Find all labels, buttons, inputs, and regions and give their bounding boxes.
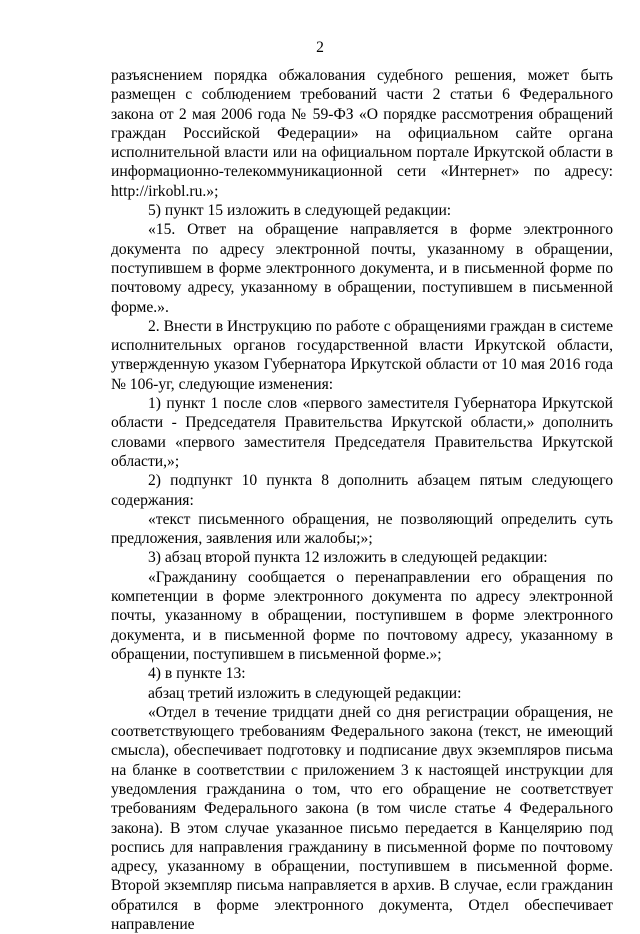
paragraph-item-1: 1) пункт 1 после слов «первого заместителя Губернатора Иркутской области - Председателя Правительства Иркутской области,» дополнить словами «первого заместителя Председателя Правительства Иркутской области,»; bbox=[111, 395, 613, 470]
paragraph-item-2: 2) подпункт 10 пункта 8 дополнить абзацем пятым следующего содержания: bbox=[111, 472, 613, 509]
paragraph-citizen-notice: «Гражданину сообщается о перенаправлении его обращения по компетенции в форме электронного документа по адресу электронной почты, указанному в обращении, поступившем в форме электронного документа, и в письменной форме по почтовому адресу, указанному в обращении, поступившем в письменной форме.»; bbox=[111, 568, 613, 663]
paragraph-item-5: 5) пункт 15 изложить в следующей редакции: bbox=[148, 202, 452, 220]
paragraph-clause-15: «15. Ответ на обращение направляется в форме электронного документа по адресу электронной почты, указанному в обращении, поступившем в форме электронного документа, и в письменной форме по почтовому адресу, указанному в обращении, поступившем в письменной форме.». bbox=[111, 221, 613, 316]
paragraph-item-3: 3) абзац второй пункта 12 изложить в следующей редакции: bbox=[148, 549, 548, 567]
page-number: 2 bbox=[316, 39, 324, 56]
document-body bbox=[111, 66, 613, 934]
paragraph-section-2: 2. Внести в Инструкцию по работе с обращениями граждан в системе исполнительных органов государственной власти Иркутской области, утвержденную указом Губернатора Иркутской области от 10 мая 2016 года № 106-уг, следующие изменения: bbox=[111, 317, 613, 393]
paragraph-department-procedure: «Отдел в течение тридцати дней со дня регистрации обращения, не соответствующего требованиям Федерального закона (текст, не имеющий смысла), обеспечивает подготовку и подписание двух экземпляров письма на бланке в соответствии с приложением 3 к настоящей инструкции для уведомления гражданина о том, что его обращение не соответствует требованиям Федерального закона (в том числе статье 4 Федерального закона). В этом случае указанное письмо передается в Канцелярию под роспись для направления гражданину в письменной форме по почтовому адресу, указанному в обращении, поступившем в письменной форме. Второй экземпляр письма направляется в архив. В случае, если гражданин обратился в форме электронного документа, Отдел обеспечивает направление bbox=[111, 703, 613, 934]
paragraph-quoted-text: «текст письменного обращения, не позволяющий определить суть предложения, заявления или жалобы;»; bbox=[111, 510, 613, 548]
paragraph-item-4: 4) в пункте 13: bbox=[148, 665, 246, 683]
paragraph-continuation: разъяснением порядка обжалования судебного решения, может быть размещен с соблюдением требований части 2 статьи 6 Федерального закона от 2 мая 2006 года № 59-ФЗ «О порядке рассмотрения обращений граждан Российской Федерации» на официальном сайте органа исполнительной власти или на официальном портале Иркутской области в информационно-телекоммуникационной сети «Интернет» по адресу: http://irkobl.ru.»; bbox=[111, 67, 613, 200]
paragraph-third-abzac: абзац третий изложить в следующей редакции: bbox=[148, 684, 462, 702]
